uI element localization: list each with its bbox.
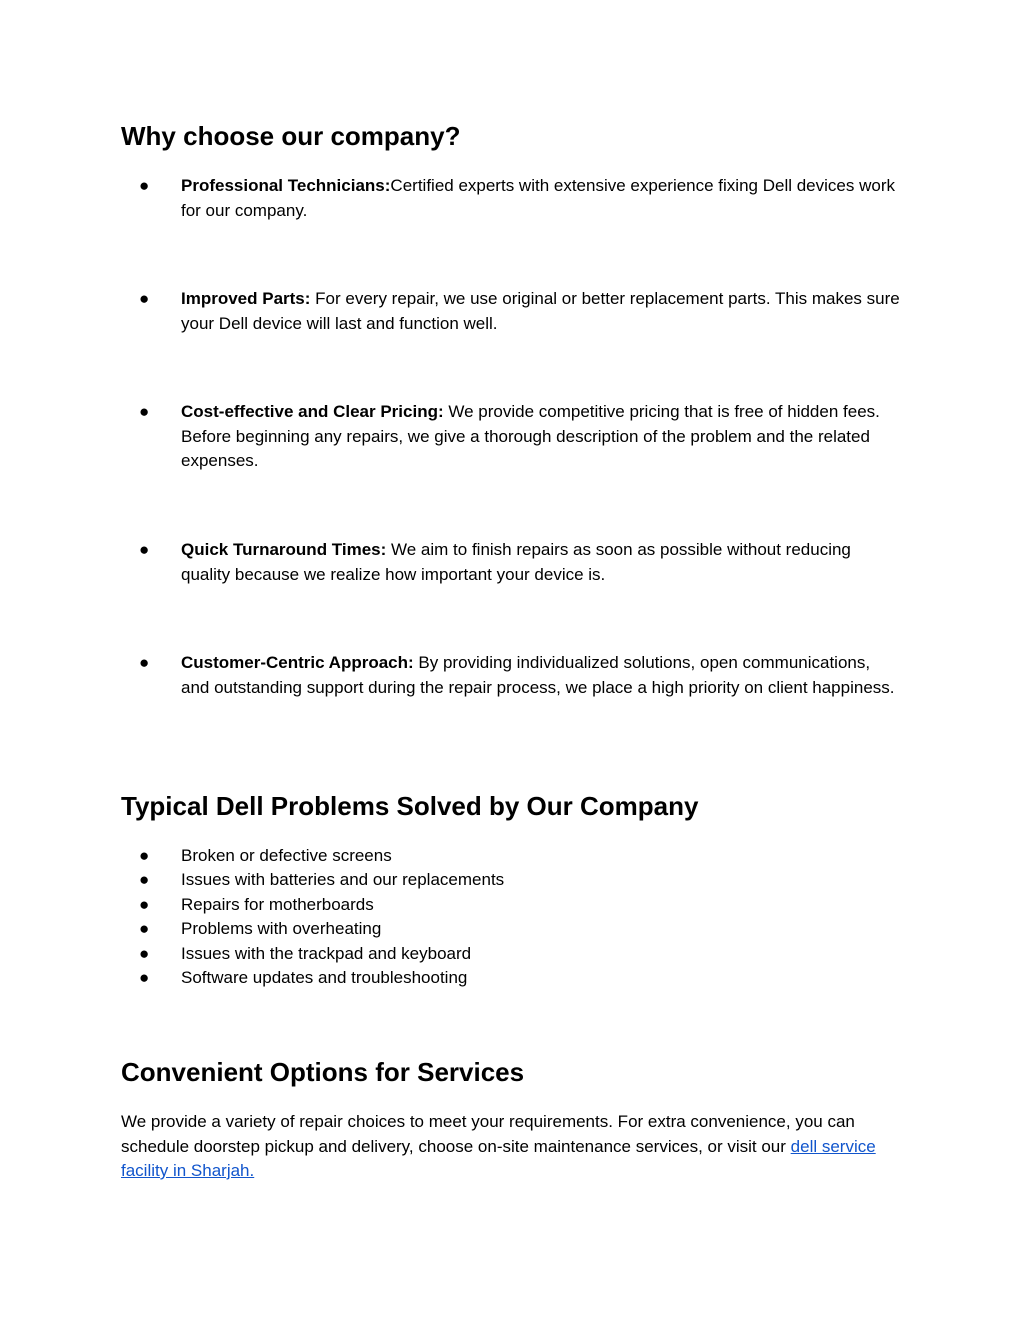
section-heading-typical-problems: Typical Dell Problems Solved by Our Company xyxy=(121,791,699,821)
item-title: Professional Technicians: xyxy=(181,176,391,195)
bullet-icon: ● xyxy=(139,540,150,559)
list-item xyxy=(121,651,901,700)
bullet-icon: ● xyxy=(139,943,150,963)
bullet-icon: ● xyxy=(139,968,150,988)
list-item: ● Issues with the trackpad and keyboard xyxy=(121,942,901,966)
section-heading-why-choose: Why choose our company? xyxy=(121,121,461,151)
item-text: By providing individualized solutions, open communications, and outstanding support during the repair process, we place a high priority on client happiness. xyxy=(181,653,895,697)
list-item: ● Software updates and troubleshooting xyxy=(121,966,901,990)
bullet-icon: ● xyxy=(139,870,150,890)
paragraph-text: We provide a variety of repair choices to meet your requirements. For extra convenience, you can schedule doorstep pickup and delivery, choose on-site maintenance services, or visit our xyxy=(121,1112,855,1156)
item-title: Improved Parts: xyxy=(181,289,311,308)
problems-list xyxy=(121,844,901,990)
item-text: Certified experts with extensive experience fixing Dell devices work for our company. xyxy=(181,176,895,220)
item-text: For every repair, we use original or better replacement parts. This makes sure your Dell device will last and function well. xyxy=(181,289,900,333)
bullet-icon: ● xyxy=(139,846,150,865)
bullet-icon: ● xyxy=(139,402,150,421)
item-text: We aim to finish repairs as soon as possible without reducing quality because we realize how important your device is. xyxy=(181,540,851,584)
list-item: ● Issues with batteries and our replacements xyxy=(121,868,901,892)
list-item: ● Problems with overheating xyxy=(121,917,901,941)
list-item: ● Repairs for motherboards xyxy=(121,893,901,917)
sharjah-facility-link[interactable]: dell service facility in Sharjah. xyxy=(121,1136,876,1180)
bullet-icon: ● xyxy=(139,919,150,939)
bullet-icon: ● xyxy=(139,289,150,308)
item-title: Customer-Centric Approach: xyxy=(181,653,414,672)
item-title: Cost-effective and Clear Pricing: xyxy=(181,402,444,421)
services-paragraph xyxy=(121,1110,891,1184)
list-item xyxy=(121,538,901,587)
list-item xyxy=(121,174,901,223)
list-item: ● Broken or defective screens xyxy=(121,844,901,868)
list-item xyxy=(121,400,901,474)
list-item xyxy=(121,287,901,336)
section-heading-convenient-options: Convenient Options for Services xyxy=(121,1057,525,1087)
bullet-icon: ● xyxy=(139,653,150,672)
bullet-icon: ● xyxy=(139,894,150,914)
item-text: We provide competitive pricing that is free of hidden fees. Before beginning any repairs, we give a thorough description of the problem and the related expenses. xyxy=(181,402,880,470)
item-title: Quick Turnaround Times: xyxy=(181,540,387,559)
bullet-icon: ● xyxy=(139,176,150,195)
